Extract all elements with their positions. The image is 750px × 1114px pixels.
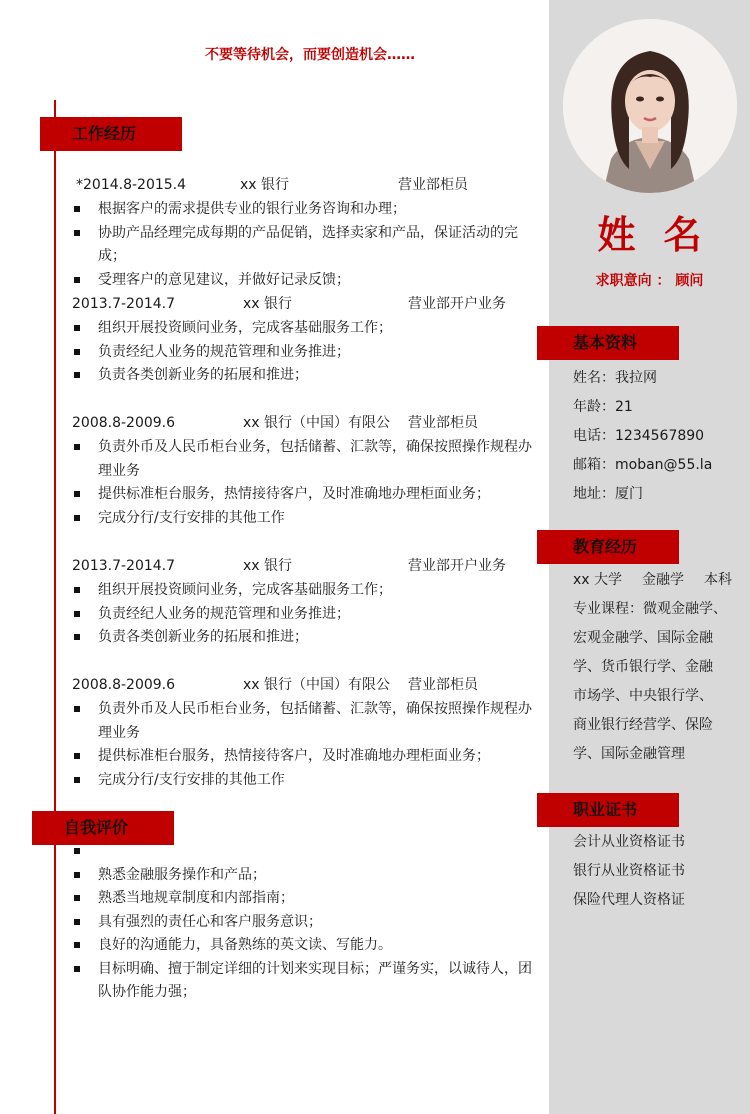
job-position: 营业部柜员 xyxy=(408,677,478,693)
job-date: 2013.7-2014.7 xyxy=(72,558,176,574)
duty-item: 协助产品经理完成每期的产品促销，选择卖家和产品，保证活动的完成； xyxy=(72,222,542,269)
info-label: 姓名： xyxy=(573,370,615,386)
section-education-title: 教育经历 xyxy=(537,530,679,564)
education-summary xyxy=(573,566,745,595)
duty-item: 完成分行/支行安排的其他工作 xyxy=(72,507,542,531)
portrait-image xyxy=(563,19,737,193)
basic-info-row xyxy=(573,422,745,451)
info-label: 电话： xyxy=(573,428,615,444)
school-name: xx 大学 xyxy=(573,572,623,588)
duty-item: 负责各类创新业务的拓展和推进； xyxy=(72,364,542,388)
duty-item: 完成分行/支行安排的其他工作 xyxy=(72,769,542,793)
job-position: 营业部柜员 xyxy=(408,415,478,431)
job-company: xx 银行 xyxy=(243,558,293,574)
certificate-item: 会计从业资格证书 xyxy=(573,834,685,850)
duty-item: 负责各类创新业务的拓展和推进； xyxy=(72,626,542,650)
info-value: 厦门 xyxy=(615,486,643,502)
job-entry xyxy=(72,412,542,530)
duty-item: 根据客户的需求提供专业的银行业务咨询和办理； xyxy=(72,198,542,222)
courses-line: 商业银行经营学、保险 xyxy=(573,717,713,733)
basic-info-list xyxy=(573,364,745,509)
job-date: 2008.8-2009.6 xyxy=(72,415,176,431)
job-position: 营业部开户业务 xyxy=(408,558,506,574)
duty-item: 组织开展投资顾问业务，完成客基础服务工作； xyxy=(72,579,542,603)
info-value: 1234567890 xyxy=(615,428,705,444)
duty-item: 提供标准柜台服务，热情接待客户，及时准确地办理柜面业务； xyxy=(72,483,542,507)
courses-line: 学、货币银行学、金融 xyxy=(573,659,713,675)
duty-item: 受理客户的意见建议，并做好记录反馈； xyxy=(72,269,542,293)
info-label: 邮箱： xyxy=(573,457,615,473)
duty-item: 负责外币及人民币柜台业务，包括储蓄、汇款等，确保按照操作规程办理业务 xyxy=(72,436,542,483)
job-entry xyxy=(72,555,542,650)
duty-item: 负责经纪人业务的规范管理和业务推进； xyxy=(72,603,542,627)
courses-line: 学、国际金融管理 xyxy=(573,746,685,762)
self-eval-item: 良好的沟通能力，具备熟练的英文读、写能力。 xyxy=(72,934,542,958)
job-position: 营业部开户业务 xyxy=(408,296,506,312)
education-list xyxy=(573,566,745,769)
motto: 不要等待机会，而要创造机会…… xyxy=(205,47,415,63)
info-label: 年龄： xyxy=(573,399,615,415)
courses-line: 市场学、中央银行学、 xyxy=(573,688,713,704)
job-entry xyxy=(72,674,542,792)
section-basic-title: 基本资料 xyxy=(537,326,679,360)
job-entry xyxy=(72,293,542,388)
duty-item: 负责外币及人民币柜台业务，包括储蓄、汇款等，确保按照操作规程办理业务 xyxy=(72,698,542,745)
profile-photo xyxy=(563,19,737,193)
self-eval-item xyxy=(72,840,542,864)
courses-line: 专业课程：微观金融学、 xyxy=(573,601,727,617)
job-entry xyxy=(72,174,542,292)
job-company: xx 银行 xyxy=(243,296,293,312)
info-value: moban@55.la xyxy=(615,457,713,473)
self-eval-item: 目标明确、擅于制定详细的计划来实现目标；严谨务实，以诚待人，团队协作能力强； xyxy=(72,958,542,1005)
duty-item: 组织开展投资顾问业务，完成客基础服务工作； xyxy=(72,317,542,341)
job-date: 2013.7-2014.7 xyxy=(72,296,176,312)
certificate-list xyxy=(573,828,745,915)
info-value: 21 xyxy=(615,399,633,415)
job-intent: 求职意向 ： 顾问 xyxy=(595,273,704,289)
self-eval-item: 具有强烈的责任心和客户服务意识； xyxy=(72,911,542,935)
section-work-title: 工作经历 xyxy=(40,117,182,151)
self-eval-item: 熟悉当地规章制度和内部指南； xyxy=(72,887,542,911)
info-label: 地址： xyxy=(573,486,615,502)
section-certs-title: 职业证书 xyxy=(537,793,679,827)
basic-info-row xyxy=(573,480,745,509)
major-name: 金融学 xyxy=(642,572,685,588)
candidate-name: 姓名 xyxy=(597,213,730,257)
certificate-item: 银行从业资格证书 xyxy=(573,863,685,879)
self-eval-item: 熟悉金融服务操作和产品； xyxy=(72,864,542,888)
duty-item: 提供标准柜台服务，热情接待客户，及时准确地办理柜面业务； xyxy=(72,745,542,769)
certificate-item: 保险代理人资格证 xyxy=(573,892,685,908)
basic-info-row xyxy=(573,364,745,393)
job-date: *2014.8-2015.4 xyxy=(76,177,187,193)
degree-name: 本科 xyxy=(704,572,733,588)
info-value: 我拉网 xyxy=(615,370,657,386)
job-company: xx 银行 xyxy=(240,177,290,193)
basic-info-row xyxy=(573,451,745,480)
self-evaluation xyxy=(72,840,542,1005)
job-date: 2008.8-2009.6 xyxy=(72,677,176,693)
job-company: xx 银行（中国）有限公 xyxy=(243,415,391,431)
courses-line: 宏观金融学、国际金融 xyxy=(573,630,713,646)
duty-item: 负责经纪人业务的规范管理和业务推进； xyxy=(72,341,542,365)
job-company: xx 银行（中国）有限公 xyxy=(243,677,391,693)
left-accent-line xyxy=(54,100,56,1114)
basic-info-row xyxy=(573,393,745,422)
job-position: 营业部柜员 xyxy=(398,177,468,193)
section-self-title: 自我评价 xyxy=(32,811,174,845)
